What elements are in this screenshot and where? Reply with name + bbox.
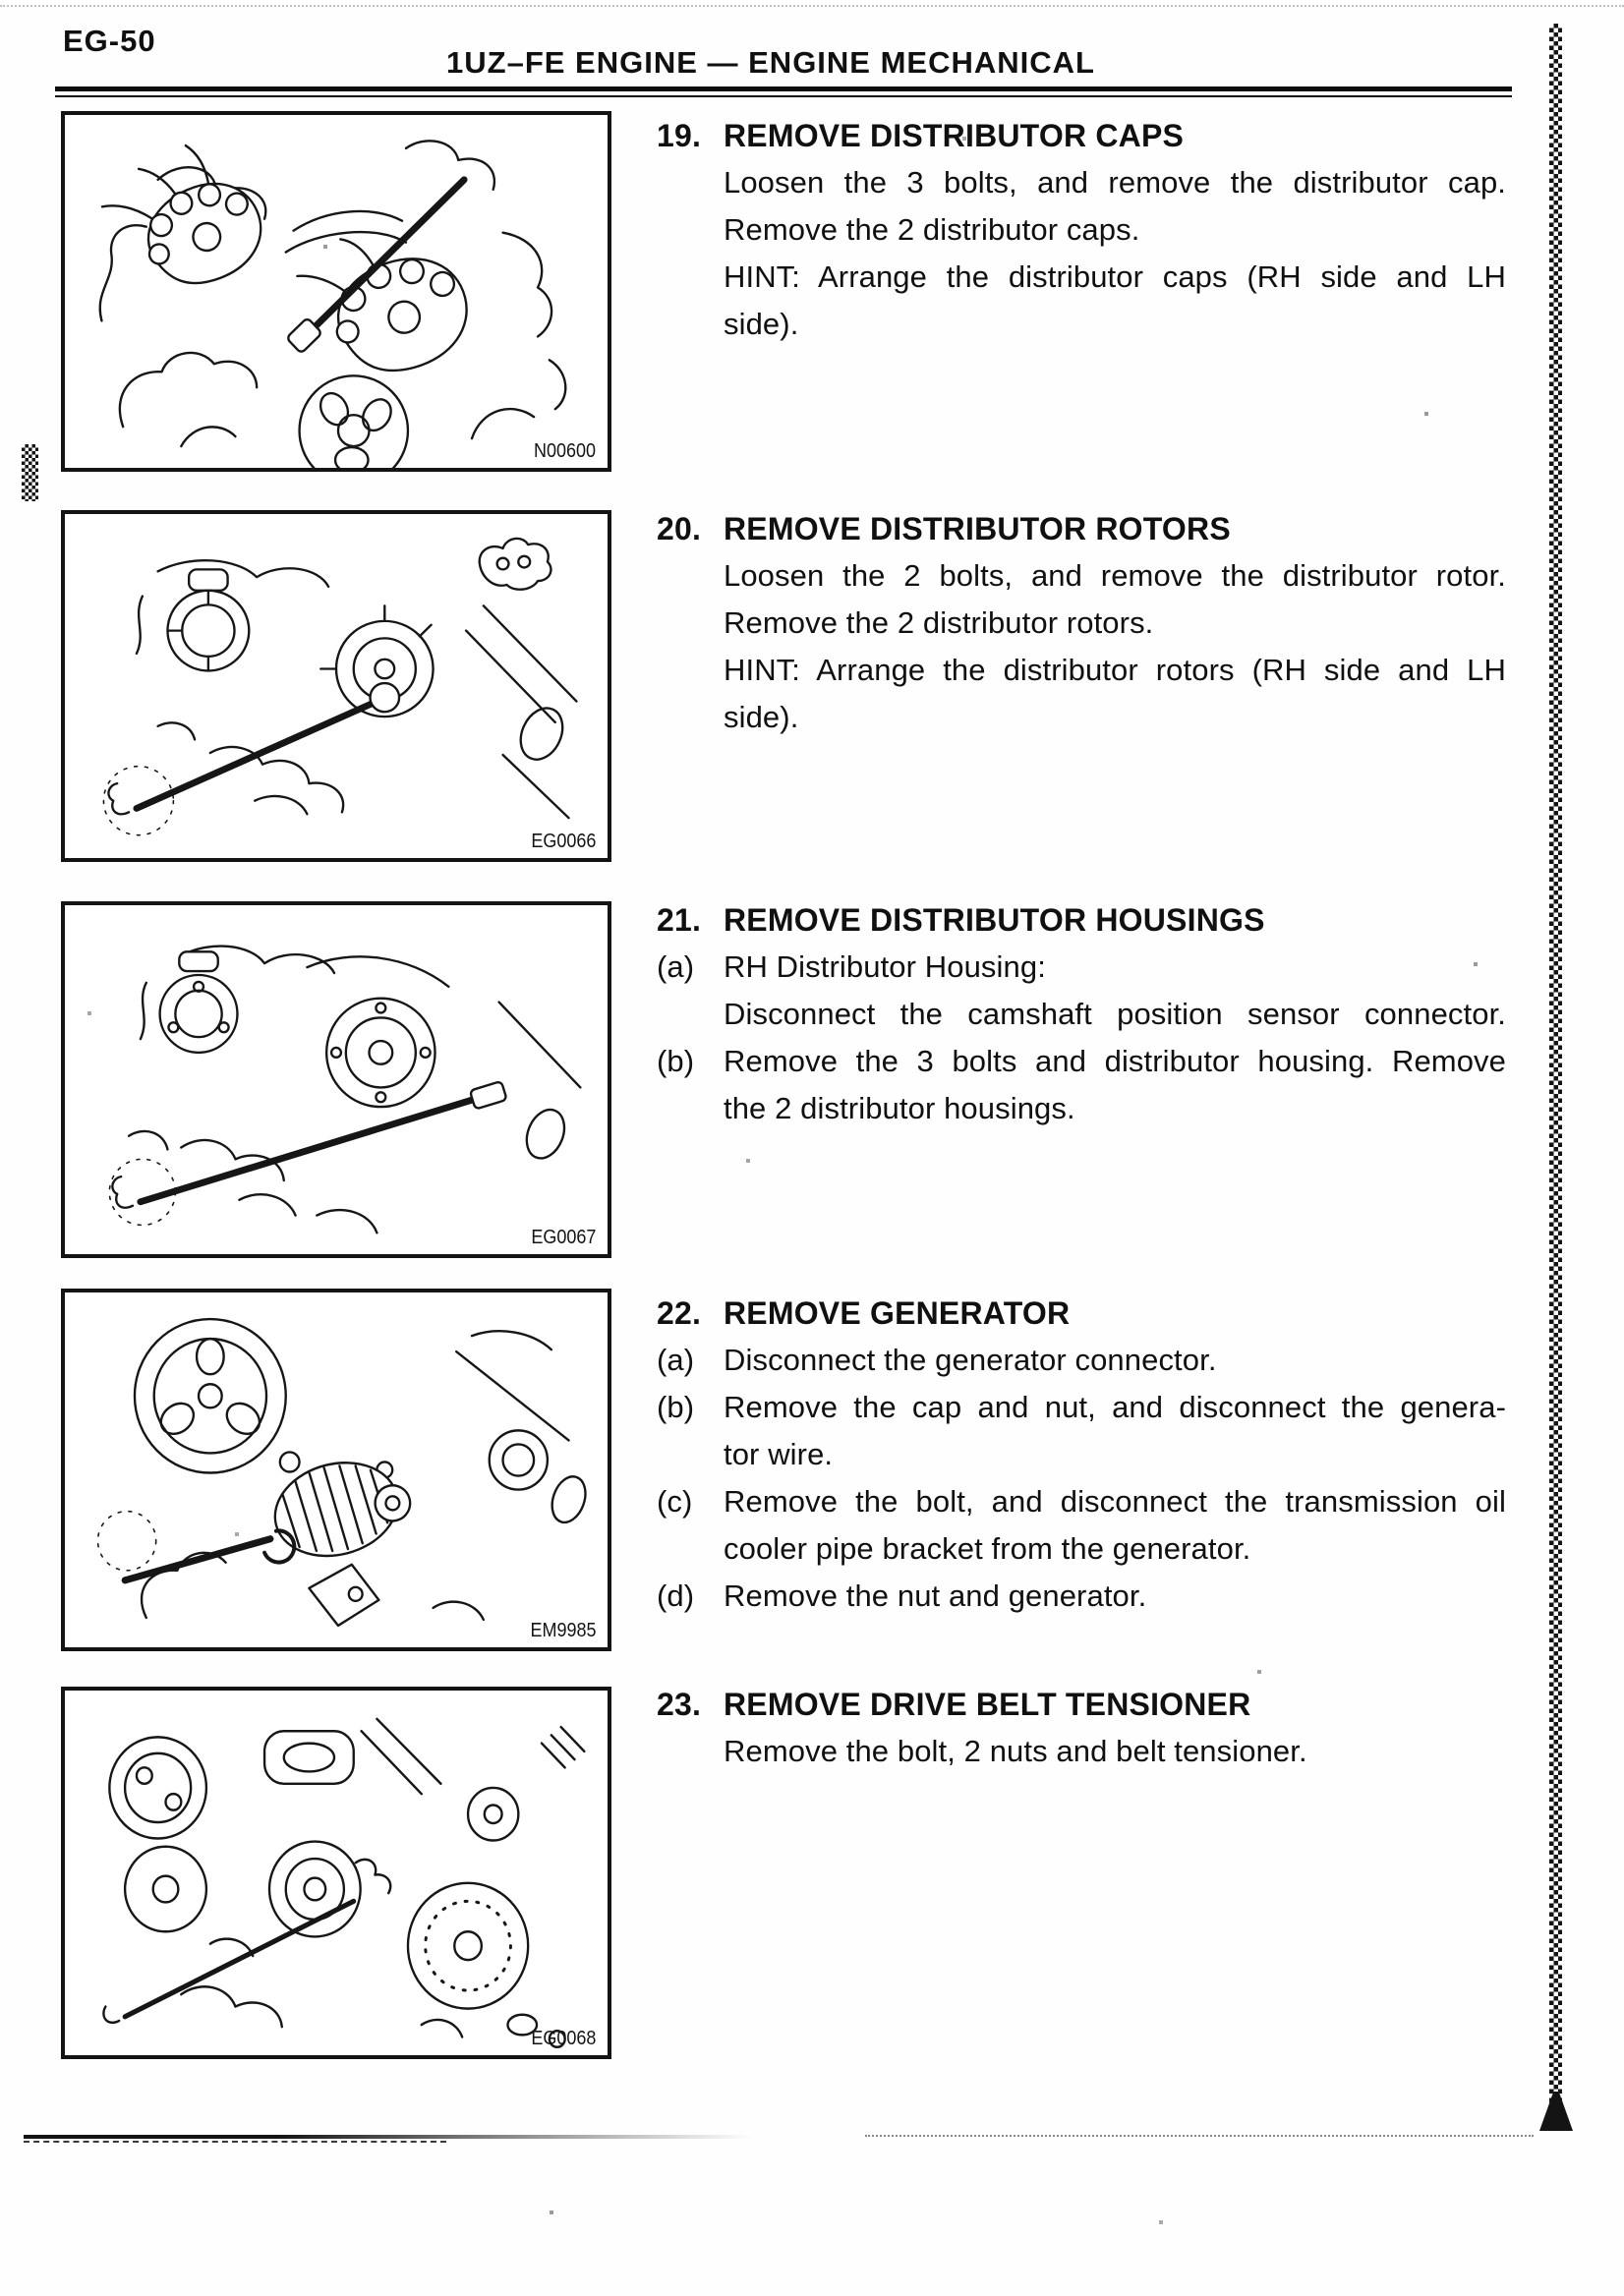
step-19-remove-distributor-caps [657,112,1506,348]
step-line: HINT: Arrange the distributor caps (RH side and LH [724,259,1506,294]
header-rule-thick [55,86,1512,91]
page-title: 1UZ–FE ENGINE — ENGINE MECHANICAL [446,45,1095,80]
step-line: Remove the 2 distributor caps. [724,212,1140,247]
scan-artifact-binding-blob [1539,2092,1573,2131]
step-line: cooler pipe bracket from the generator. [724,1531,1251,1566]
belt-tensioner-illustration [65,1691,608,2055]
figure-code: EG0067 [530,1227,596,1248]
step-title [657,896,1506,944]
step-title-text: REMOVE DISTRIBUTOR CAPS [724,118,1185,153]
scan-artifact-bottom-dots [865,2135,1534,2137]
step-line: (b) Remove the 3 bolts and distributor housing. Remove [657,1044,1506,1078]
figure-box-distributor-housings [61,901,611,1258]
step-20-remove-distributor-rotors [657,505,1506,741]
distributor-rotors-illustration [65,514,608,858]
figure-code: EG0068 [530,2028,596,2049]
step-line: HINT: Arrange the distributor rotors (RH side and LH [724,653,1506,687]
step-line: (c) Remove the bolt, and disconnect the transmission oil [657,1484,1506,1519]
scan-artifact-right-binding [1549,24,1562,2107]
step-number: 23. [657,1687,702,1722]
step-title [657,1681,1506,1728]
step-title-text: REMOVE DISTRIBUTOR HOUSINGS [724,902,1265,938]
step-title [657,505,1506,552]
scan-artifact-bottom-dashes [24,2141,446,2143]
page-number: EG-50 [63,24,156,58]
step-line: Disconnect the camshaft position sensor connector. [724,997,1506,1031]
scan-artifact-specks [0,0,2,2]
step-title-text: REMOVE DRIVE BELT TENSIONER [724,1687,1251,1722]
step-line: the 2 distributor housings. [724,1091,1075,1125]
step-number: 19. [657,118,702,153]
step-line: (a) RH Distributor Housing: [657,949,1046,984]
scan-artifact-bottom-line-left [24,2135,751,2139]
step-number: 22. [657,1295,702,1331]
figure-box-belt-tensioner [61,1687,611,2059]
generator-illustration [65,1292,608,1647]
step-line: side). [724,307,799,341]
step-line: Loosen the 3 bolts, and remove the distributor cap. [724,165,1506,200]
figure-box-distributor-caps [61,111,611,472]
step-21-remove-distributor-housings [657,896,1506,1132]
step-23-remove-drive-belt-tensioner [657,1681,1506,1775]
figure-code: N00600 [533,440,596,462]
step-title [657,1290,1506,1337]
step-number: 21. [657,902,702,938]
figure-box-distributor-rotors [61,510,611,862]
step-line: (b) Remove the cap and nut, and disconnect the genera- [657,1390,1506,1424]
figure-code: EG0066 [530,831,596,852]
step-title-text: REMOVE GENERATOR [724,1295,1071,1331]
step-line: (a) Disconnect the generator connector. [657,1343,1217,1377]
step-line: Remove the 2 distributor rotors. [724,605,1154,640]
figure-box-generator [61,1289,611,1651]
step-line: (d) Remove the nut and generator. [657,1578,1147,1613]
distributor-caps-illustration [65,115,608,468]
figure-code: EM9985 [529,1620,596,1641]
step-line: Remove the bolt, 2 nuts and belt tensioner. [724,1734,1307,1768]
scan-artifact-top-dots [0,5,1624,7]
distributor-housings-illustration [65,905,608,1254]
step-title-text: REMOVE DISTRIBUTOR ROTORS [724,511,1231,546]
step-number: 20. [657,511,702,546]
step-title [657,112,1506,159]
step-line: Loosen the 2 bolts, and remove the distributor rotor. [724,558,1506,593]
header-rule-thin [55,95,1512,97]
step-line: tor wire. [724,1437,834,1471]
step-22-remove-generator [657,1290,1506,1620]
scan-artifact-left-hatch [22,444,38,501]
step-line: side). [724,700,799,734]
